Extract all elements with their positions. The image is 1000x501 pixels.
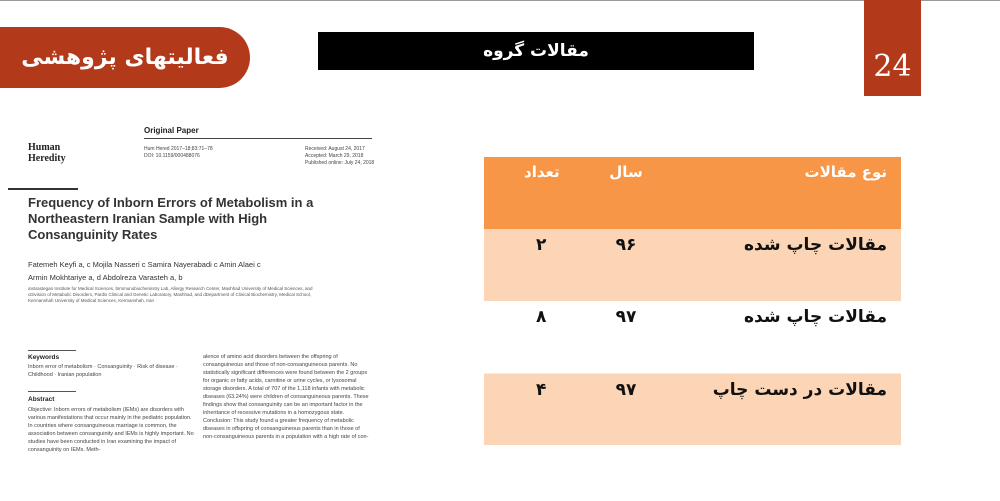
paper-affiliations: aVarastegan Institute for Medical Sciences, bImmunobiochemistry Lab, Allergy Research Center, Mashhad University of Medical Sciences, and cDivision of Metabolic Disorders, Pardis Clinical and Genetic Laboratory, Mashhad, and dDepartment of Clinical Biochemistry, Medical School, Kermanshah University of Medical Sciences, Kermanshah, Iran — [28, 286, 313, 303]
paper-type: Original Paper — [144, 126, 199, 135]
paper-dates — [305, 146, 374, 167]
cell-count: ۴ — [536, 379, 547, 400]
table-row — [484, 229, 901, 301]
header-type: نوع مقالات — [804, 163, 887, 181]
section-tab — [0, 27, 250, 88]
keywords-text: Inborn error of metabolism · Consanguinity · Risk of disease · Childhood · Iranian population — [28, 364, 178, 378]
paper-title: Frequency of Inborn Errors of Metabolism in a Northeastern Iranian Sample with High Consanguinity Rates — [28, 195, 314, 242]
header-rule — [144, 138, 372, 139]
authors-line1: Fatemeh Keyfi a, c Mojila Nasseri c Samira Nayerabadi c Amin Alaei c — [28, 260, 261, 269]
cell-year: ۹۶ — [615, 235, 637, 255]
accepted-date: Accepted: March 29, 2018 — [305, 153, 364, 159]
keywords-rule — [28, 350, 76, 351]
paper-citation — [144, 146, 213, 160]
cell-type: مقالات چاپ شده — [743, 235, 887, 255]
cell-type: مقالات در دست چاپ — [712, 379, 887, 400]
table-row — [484, 373, 901, 445]
articles-table — [484, 157, 901, 445]
paper-authors — [28, 258, 328, 284]
cell-year: ۹۷ — [615, 307, 637, 327]
journal-logo — [28, 142, 66, 164]
slide-title-bar — [318, 32, 754, 70]
published-date: Published online: July 24, 2018 — [305, 160, 375, 166]
journal-name-line1: Human — [28, 142, 61, 153]
citation-text: Hum Hered 2017–18;83:71–78 — [144, 146, 213, 152]
cell-count: ۸ — [536, 307, 547, 327]
header-count: تعداد — [524, 163, 560, 181]
page-number: 24 — [873, 49, 912, 84]
top-divider — [0, 0, 1000, 1]
journal-name-line2: Heredity — [28, 153, 66, 164]
cell-type: مقالات چاپ شده — [743, 307, 887, 327]
section-title: فعالیتهای پژوهشی — [21, 45, 229, 70]
abstract-column-1: Objective: Inborn errors of metabolism (IEMs) are disorders with various manifestations that occur mainly in the pediatric population. In countries where consanguineous marriage is common, the association between consanguinity and IEMs is highly important. No studies have been conducted in Iran examining the impact of consanguinity on IEMs. Meth- — [28, 407, 194, 453]
title-rule — [8, 188, 78, 190]
cell-year: ۹۷ — [615, 379, 637, 400]
received-date: Received: August 24, 2017 — [305, 146, 365, 152]
authors-line2: Armin Mokhtariye a, d Abdolreza Varasteh a, b — [28, 273, 183, 282]
table-row — [484, 301, 901, 373]
cell-count: ۲ — [536, 235, 547, 255]
header-year: سال — [609, 163, 643, 181]
abstract-heading: Abstract — [28, 396, 55, 403]
abstract-column-2: alence of amino acid disorders between the offspring of consanguineous and those of non-consanguineous parents. No statistically significant differences were found between the 2 groups for organic or fatty acids, carnitine or urine cycles, or lysosomal storage disorders. A total of 707 of the 1,118 infants with metabolic diseases (63.24%) were children of consanguineous parents. These findings show that consanguinity can be an important factor in the inheritance of recessive mutations in a homozygous state. Conclusion: This study found a greater frequency of metabolic diseases in offspring of consanguineous parents than in those of non-consanguineous parents in a population with a high rate of con- — [203, 354, 369, 440]
page-number-badge — [864, 0, 921, 96]
keywords-heading: Keywords — [28, 354, 60, 361]
abstract-rule — [28, 391, 76, 392]
paper-thumbnail — [0, 118, 400, 468]
slide-title: مقالات گروه — [483, 41, 589, 61]
table-header-row — [484, 157, 901, 229]
doi-text: DOI: 10.1159/000488076 — [144, 153, 200, 159]
